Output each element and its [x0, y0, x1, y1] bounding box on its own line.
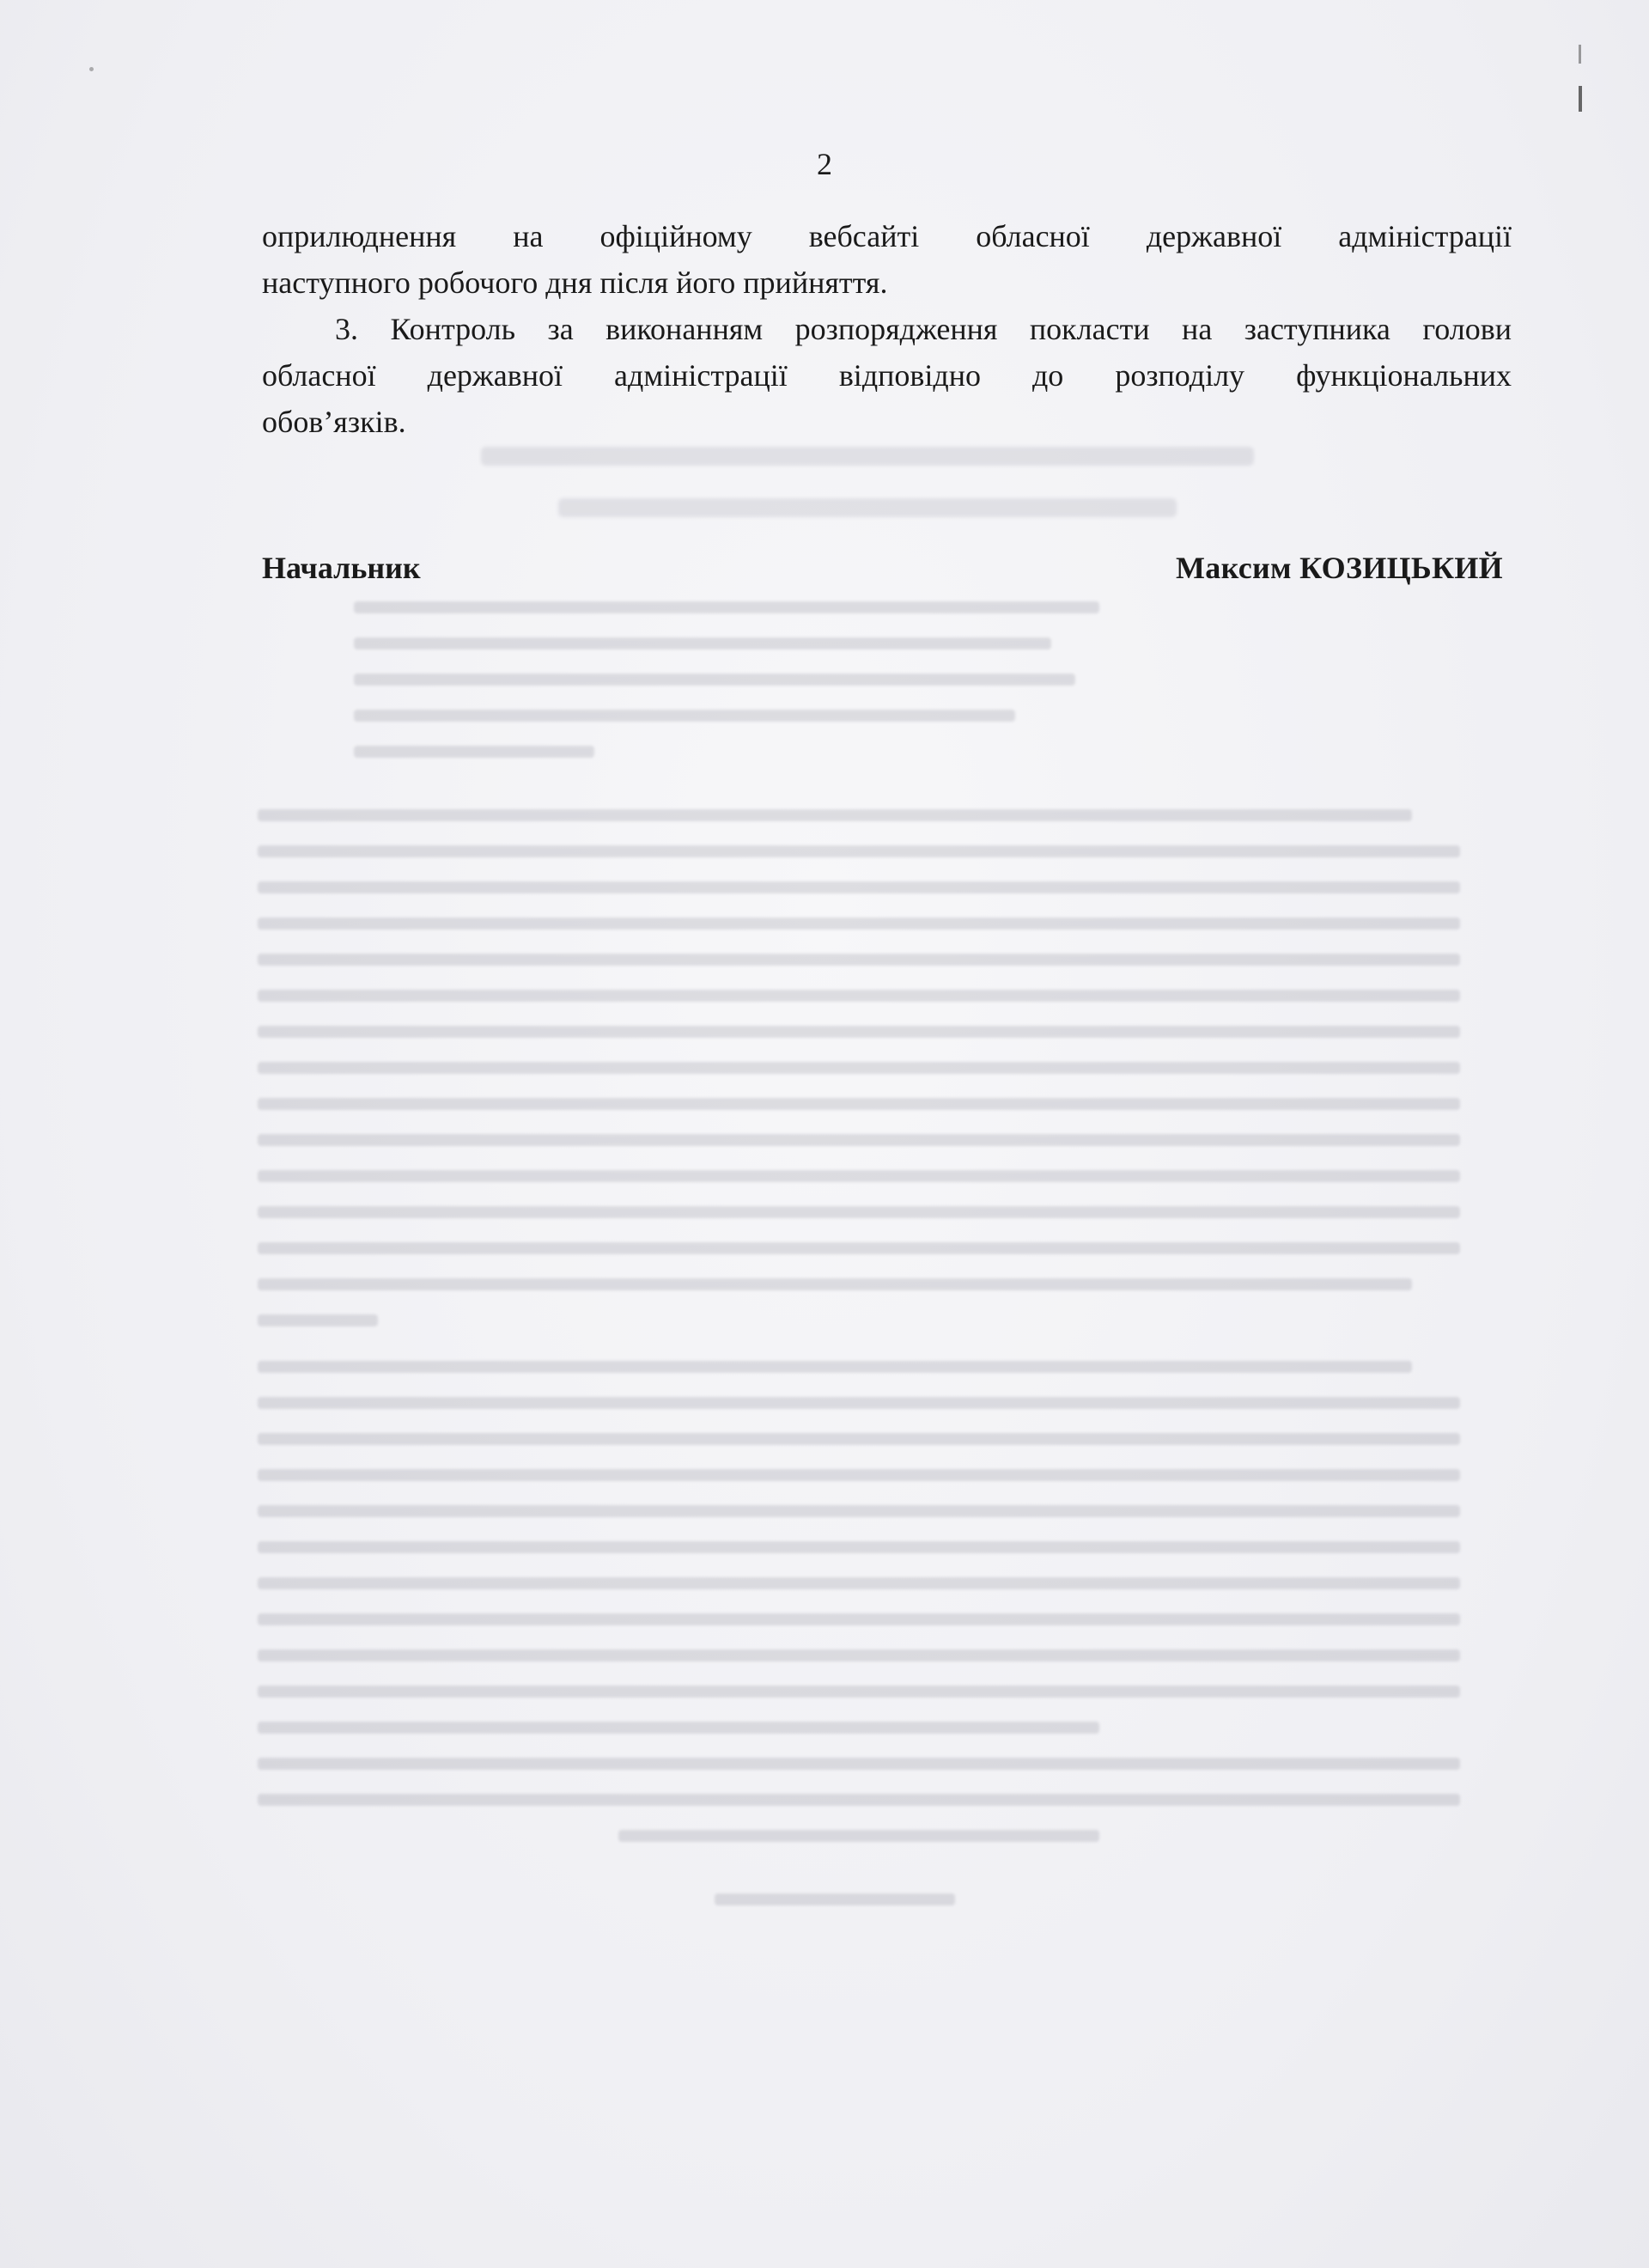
scan-mark	[1579, 86, 1582, 112]
paragraph-line: наступного робочого дня після його прийняття.	[262, 265, 888, 300]
paragraph-line: 3. Контроль за виконанням розпорядження покласти на заступника голови	[335, 312, 1512, 346]
paragraph-line: оприлюднення на офіційному вебсайті обласної державної адміністрації	[262, 219, 1512, 253]
document-body	[262, 213, 1512, 445]
paragraph-line: обласної державної адміністрації відповідно до розподілу функціональних	[262, 358, 1512, 393]
bleed-through-heading	[481, 447, 1254, 498]
page-number: 2	[817, 147, 832, 181]
bleed-through-text	[258, 601, 1460, 2148]
signatory-position: Начальник	[262, 551, 421, 585]
signature-block	[262, 550, 1503, 601]
paragraph-line: обов’язків.	[262, 405, 406, 439]
scan-mark	[1579, 45, 1581, 64]
scan-mark	[89, 67, 94, 71]
signatory-name: Максим КОЗИЦЬКИЙ	[1176, 551, 1503, 585]
